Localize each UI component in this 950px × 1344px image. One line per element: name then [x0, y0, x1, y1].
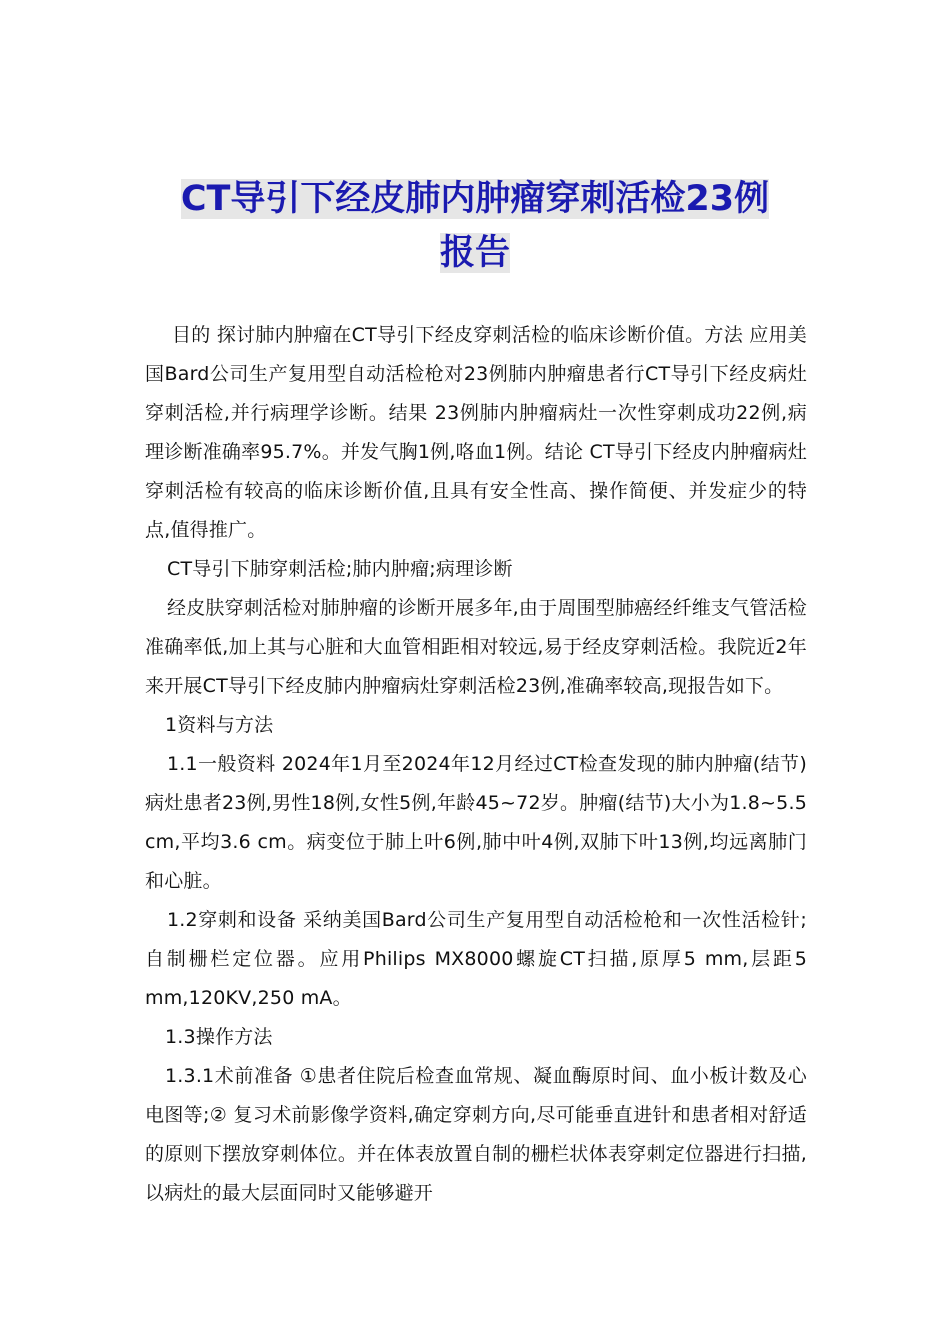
- title-line-2: 报告: [439, 233, 510, 273]
- section-1-2-paragraph: 1.2穿刺和设备 采纳美国Bard公司生产复用型自动活检枪和一次性活检针;自制栅栏定位器。应用Philips MX8000螺旋CT扫描,原厚5 mm,层距5 mm,120KV,250 mA。: [145, 909, 807, 1009]
- section-heading-1: 1资料与方法: [165, 714, 274, 736]
- section-1-1-paragraph: 1.1一般资料 2024年1月至2024年12月经过CT检查发现的肺内肿瘤(结节)病灶患者23例,男性18例,女性5例,年龄45~72岁。肿瘤(结节)大小为1.8~5.5 cm,平均3.6 cm。病变位于肺上叶6例,肺中叶4例,双肺下叶13例,均远离肺门和心脏。: [145, 753, 807, 892]
- section-1-3-1-paragraph: 1.3.1术前准备 ①患者住院后检查血常规、凝血酶原时间、血小板计数及心电图等;② 复习术前影像学资料,确定穿刺方向,尽可能垂直进针和患者相对舒适的原则下摆放穿刺体位。并在体表放置自制的栅栏状体表穿刺定位器进行扫描,以病灶的最大层面同时又能够避开: [145, 1065, 807, 1204]
- section-heading-1-3: 1.3操作方法: [165, 1026, 273, 1048]
- keywords-paragraph: CT导引下肺穿刺活检;肺内肿瘤;病理诊断: [167, 558, 513, 580]
- document-title: [140, 172, 810, 280]
- document-body: [145, 316, 807, 1213]
- intro-paragraph: 经皮肤穿刺活检对肺肿瘤的诊断开展多年,由于周围型肺癌经纤维支气管活检准确率低,加上其与心脏和大血管相距相对较远,易于经皮穿刺活检。我院近2年来开展CT导引下经皮肺内肿瘤病灶穿刺活检23例,准确率较高,现报告如下。: [145, 597, 807, 697]
- title-line-1: CT导引下经皮肺内肿瘤穿刺活检23例: [180, 179, 770, 219]
- abstract-paragraph: 目的 探讨肺内肿瘤在CT导引下经皮穿刺活检的临床诊断价值。方法 应用美国Bard公司生产复用型自动活检枪对23例肺内肿瘤患者行CT导引下经皮病灶穿刺活检,并行病理学诊断。结果 23例肺内肿瘤病灶一次性穿刺成功22例,病理诊断准确率95.7%。并发气胸1例,咯血1例。结论 CT导引下经皮内肿瘤病灶穿刺活检有较高的临床诊断价值,且具有安全性高、操作简便、并发症少的特点,值得推广。: [145, 324, 807, 541]
